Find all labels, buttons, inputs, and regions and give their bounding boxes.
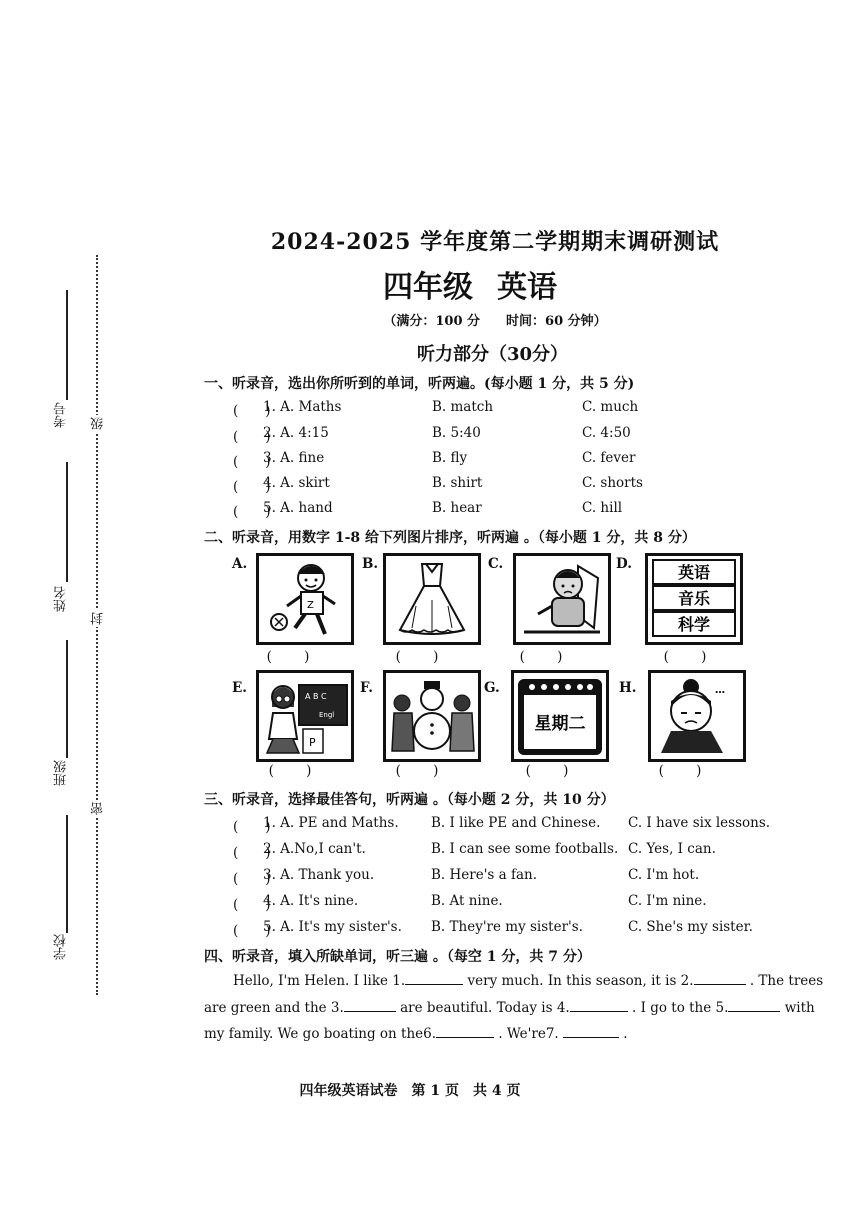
subject-line-1: 英语 — [677, 563, 711, 582]
passage-text: very much. In this season, it is 2. — [463, 973, 694, 989]
boy-football-icon — [259, 556, 351, 642]
option-b: B. At nine. — [431, 893, 503, 909]
blank-1[interactable] — [405, 972, 463, 985]
option-a: 5. A. hand — [263, 500, 333, 516]
exam-meta: （满分：100 分 时间：60 分钟） — [383, 314, 607, 329]
picture-c-answer[interactable]: ( ) — [519, 649, 577, 665]
sick-boy-icon — [516, 556, 608, 642]
option-a: 3. A. fine — [263, 450, 325, 466]
answer-bracket[interactable]: ( ) — [233, 403, 271, 419]
picture-b — [383, 553, 481, 645]
picture-d-label: D. — [616, 556, 632, 572]
picture-d-answer[interactable]: ( ) — [663, 649, 721, 665]
seal-char-mi: 密 — [91, 802, 106, 815]
section2-title: 二、听录音，用数字 1-8 给下列图片排序，听两遍 。（每小题 1 分，共 8 分） — [204, 530, 696, 546]
option-a: 1. A. Maths — [263, 399, 342, 415]
answer-bracket[interactable]: ( ) — [233, 479, 271, 495]
blank-5[interactable] — [728, 999, 780, 1012]
option-c: C. hill — [582, 500, 623, 516]
option-a: 3. A. Thank you. — [263, 867, 375, 883]
subject-line-3: 科学 — [677, 615, 711, 634]
dress-icon — [386, 556, 478, 642]
picture-b-answer[interactable]: ( ) — [395, 649, 453, 665]
svg-text:…: … — [715, 685, 725, 696]
passage-line-3 — [204, 1025, 628, 1042]
svg-text:P: P — [309, 736, 316, 749]
option-c: C. much — [582, 399, 639, 415]
picture-d — [645, 553, 743, 645]
blank-6[interactable] — [436, 1025, 494, 1038]
exam-subject — [0, 262, 860, 306]
picture-g-label: G. — [484, 680, 500, 696]
picture-f-answer[interactable]: ( ) — [395, 763, 453, 779]
page-footer: 四年级英语试卷 第 1 页 共 4 页 — [299, 1083, 521, 1099]
option-b: B. 5:40 — [432, 425, 481, 441]
blank-2[interactable] — [694, 972, 746, 985]
svg-text:Z: Z — [307, 600, 314, 611]
picture-h-answer[interactable]: ( ) — [658, 763, 716, 779]
option-a: 1. A. PE and Maths. — [263, 815, 399, 831]
picture-h-label: H. — [619, 680, 637, 696]
option-b: B. I can see some footballs. — [431, 841, 619, 857]
subject-label: 英语 — [497, 270, 557, 305]
option-c: C. fever — [582, 450, 636, 466]
tired-girl-icon — [651, 673, 743, 759]
subject-list-icon — [648, 556, 740, 642]
option-a: 2. A.No,I can't. — [263, 841, 366, 857]
passage-line-2 — [204, 999, 815, 1016]
option-c: C. I'm nine. — [628, 893, 707, 909]
passage-text: . — [619, 1026, 628, 1042]
exam-title: 2024-2025 学年度第二学期期末调研测试 — [270, 229, 720, 255]
passage-text: . The trees — [745, 973, 824, 989]
option-b: B. match — [432, 399, 494, 415]
option-c: C. 4:50 — [582, 425, 631, 441]
passage-text: are beautiful. Today is 4. — [395, 1000, 570, 1016]
section3-title: 三、听录音，选择最佳答句，听两遍 。（每小题 2 分，共 10 分） — [204, 792, 615, 808]
answer-bracket[interactable]: ( ) — [233, 923, 271, 939]
picture-e-label: E. — [232, 680, 247, 696]
picture-e-answer[interactable]: ( ) — [268, 763, 326, 779]
answer-bracket[interactable]: ( ) — [233, 819, 271, 835]
answer-bracket[interactable]: ( ) — [233, 429, 271, 445]
teacher-blackboard-icon — [259, 673, 351, 759]
picture-h — [648, 670, 746, 762]
blank-7[interactable] — [563, 1025, 619, 1038]
picture-a — [256, 553, 354, 645]
subject-line-2: 音乐 — [677, 589, 711, 608]
blank-4[interactable] — [570, 999, 628, 1012]
picture-g-answer[interactable]: ( ) — [525, 763, 583, 779]
answer-bracket[interactable]: ( ) — [233, 454, 271, 470]
passage-line-1 — [233, 972, 823, 989]
option-c: C. Yes, I can. — [628, 841, 716, 857]
exam-number-label: 考号 — [54, 402, 69, 428]
answer-bracket[interactable]: ( ) — [233, 871, 271, 887]
option-b: B. shirt — [432, 475, 483, 491]
picture-f-label: F. — [360, 680, 373, 696]
picture-g — [511, 670, 609, 762]
passage-text: Hello, I'm Helen. I like 1. — [233, 973, 406, 989]
calendar-icon — [514, 673, 606, 759]
svg-text:Engl: Engl — [319, 711, 335, 719]
name-line — [66, 462, 68, 582]
seal-char-feng: 封 — [91, 612, 106, 625]
calendar-day-text: 星期二 — [534, 714, 586, 734]
option-b: B. Here's a fan. — [431, 867, 538, 883]
section1-title: 一、听录音，选出你所听到的单词，听两遍。(每小题 1 分，共 5 分) — [204, 376, 635, 392]
option-a: 2. A. 4:15 — [263, 425, 329, 441]
option-c: C. She's my sister. — [628, 919, 753, 935]
name-label: 姓名 — [54, 586, 69, 612]
option-c: C. I have six lessons. — [628, 815, 771, 831]
option-b: B. hear — [432, 500, 482, 516]
class-line — [66, 640, 68, 758]
option-b: B. I like PE and Chinese. — [431, 815, 601, 831]
passage-text: are green and the 3. — [204, 1000, 344, 1016]
picture-b-label: B. — [362, 556, 379, 572]
answer-bracket[interactable]: ( ) — [233, 504, 271, 520]
school-label: 学校 — [54, 934, 69, 960]
grade-label: 四年级 — [383, 270, 473, 305]
picture-c — [513, 553, 611, 645]
passage-text: . I go to the 5. — [627, 1000, 729, 1016]
passage-text: my family. We go boating on the6. — [204, 1026, 437, 1042]
picture-a-answer[interactable]: ( ) — [266, 649, 324, 665]
svg-text:A B C: A B C — [305, 692, 327, 701]
picture-e — [256, 670, 354, 762]
passage-text: . We're7. — [494, 1026, 563, 1042]
class-label: 班级 — [54, 760, 69, 786]
section4-title: 四、听录音，填入所缺单词，听三遍 。（每空 1 分，共 7 分） — [204, 949, 591, 965]
option-c: C. I'm hot. — [628, 867, 700, 883]
blank-3[interactable] — [344, 999, 396, 1012]
school-line — [66, 815, 68, 933]
option-a: 4. A. skirt — [263, 475, 330, 491]
option-b: B. They're my sister's. — [431, 919, 583, 935]
option-a: 4. A. It's nine. — [263, 893, 359, 909]
option-a: 5. A. It's my sister's. — [263, 919, 402, 935]
answer-bracket[interactable]: ( ) — [233, 845, 271, 861]
seal-char-ji: 级 — [91, 417, 106, 430]
snowman-icon — [386, 673, 478, 759]
picture-c-label: C. — [488, 556, 504, 572]
picture-f — [383, 670, 481, 762]
part-title: 听力部分（30分） — [416, 344, 569, 365]
picture-a-label: A. — [232, 556, 248, 572]
passage-text: with — [780, 1000, 815, 1016]
option-b: B. fly — [432, 450, 468, 466]
option-c: C. shorts — [582, 475, 643, 491]
answer-bracket[interactable]: ( ) — [233, 897, 271, 913]
